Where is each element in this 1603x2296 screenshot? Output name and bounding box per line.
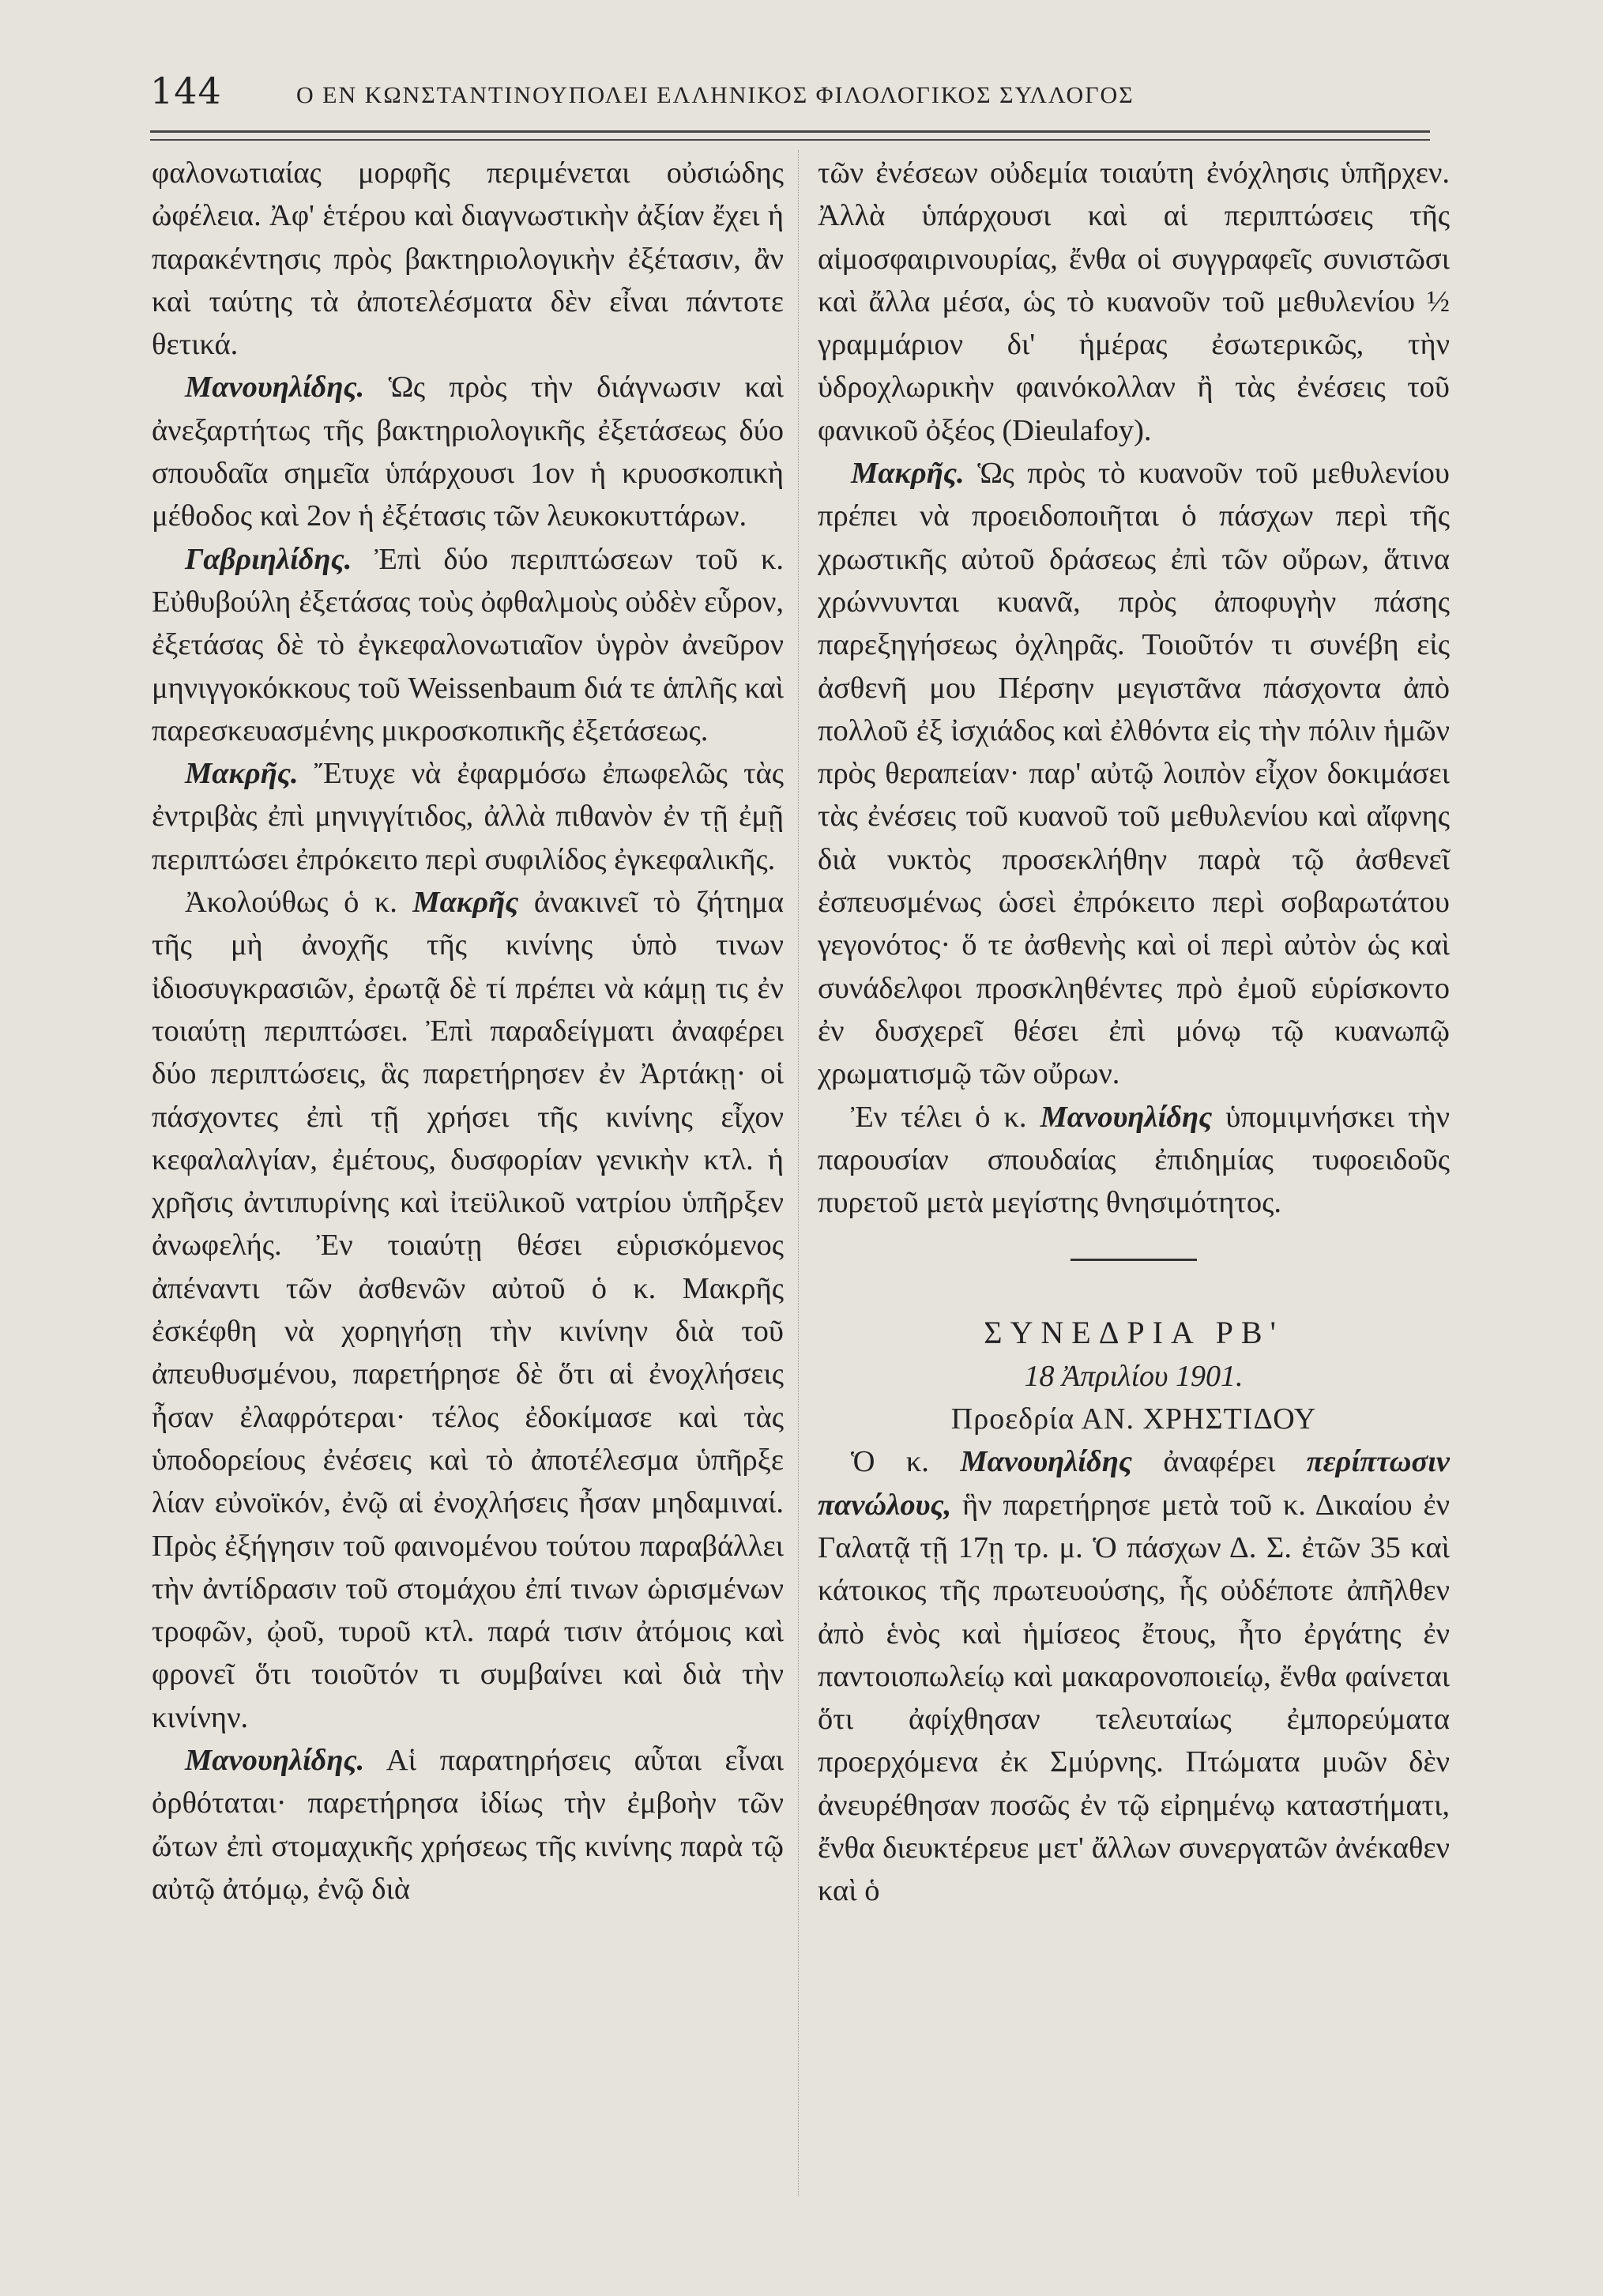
paragraph-text: Ἔτυχε νὰ ἐφαρμόσω ἐπωφελῶς τὰς ἐντριβὰς ἐπὶ μηνιγγίτιδος, ἀλλὰ πιθανὸν ἐν τῇ ἐμῇ περιπτώσει ἐπρόκειτο περὶ συφιλίδος ἐγκεφαλικῆς. xyxy=(152,757,784,876)
section-rule xyxy=(1071,1259,1197,1261)
paragraph xyxy=(818,1440,1450,1912)
paragraph xyxy=(152,538,784,752)
paragraph xyxy=(818,452,1450,1095)
paragraph-text: ἀναφέρει xyxy=(1132,1445,1307,1479)
speaker-name: Μακρῆς. xyxy=(185,757,299,791)
speaker-name: Μανουηλίδης. xyxy=(185,1743,365,1777)
paragraph-text: ἀνακινεῖ τὸ ζήτημα τῆς μὴ ἀνοχῆς τῆς κινίνης ὑπὸ τινων ἰδιοσυγκρασιῶν, ἐρωτᾷ δὲ τί πρέπει νὰ κάμῃ τις ἐν τοιαύτῃ περιπτώσει. Ἐπὶ παραδείγματι ἀναφέρει δύο περιπτώσεις, ἃς παρετήρησεν ἐν Ἀρτάκῃ· οἱ πάσχοντες ἐπὶ τῇ χρήσει τῆς κινίνης εἶχον κεφαλαλγίαν, ἐμέτους, δυσφορίαν γενικὴν κτλ. ἡ χρῆσις ἀντιπυρίνης καὶ ἰτεϋλικοῦ νατρίου ὑπῆρξεν ἀνωφελής. Ἐν τοιαύτῃ θέσει εὑρισκόμενος ἀπέναντι τῶν ἀσθενῶν αὐτοῦ ὁ κ. Μακρῆς ἐσκέφθη νὰ χορηγήσῃ τὴν κινίνην διὰ τοῦ ἀπευθυσμένου, παρετήρησε δὲ ὅτι αἱ ἐνοχλήσεις ἦσαν ἐλαφρότεραι· τέλος ἐδοκίμασε καὶ τὰς ὑποδορείους ἐνέσεις καὶ τὸ ἀποτέλεσμα ὑπῆρξε λίαν εὐνοϊκόν, ἐνῷ αἱ ἐνοχλήσεις ἦσαν μηδαμιναί. Πρὸς ἐξήγησιν τοῦ φαινομένου τούτου παραβάλλει τὴν ἀντίδρασιν τοῦ στομάχου ἐπί τινων ὡρισμένων τροφῶν, ᾠοῦ, τυροῦ κτλ. παρά τισιν ἀτόμοις καὶ φρονεῖ ὅτι τοιοῦτόν τι συμβαίνει καὶ διὰ τὴν κινίνην. xyxy=(152,886,784,1734)
speaker-name: Μακρῆς. xyxy=(851,457,965,491)
paragraph-lead: Ἀκολούθως ὁ κ. xyxy=(185,886,413,920)
paragraph: τῶν ἐνέσεων οὐδεμία τοιαύτη ἐνόχλησις ὑπῆρχεν. Ἀλλὰ ὑπάρχουσι καὶ αἱ περιπτώσεις τῆς αἱμοσφαιρινουρίας, ἔνθα οἱ συγγραφεῖς συνιστῶσι καὶ ἄλλα μέσα, ὡς τὸ κυανοῦν τοῦ μεθυλενίου ½ γραμμάριον δι' ἡμέρας ἐσωτερικῶς, τὴν ὑδροχλωρικὴν φαινόκολλαν ἢ τὰς ἐνέσεις τοῦ φανικοῦ ὀξέος (Dieulafoy). xyxy=(818,156,1450,447)
session-chair: Προεδρία ΑΝ. ΧΡΗΣΤΙΔΟΥ xyxy=(950,1402,1317,1436)
paragraph-text: ἣν παρετήρησε μετὰ τοῦ κ. Δικαίου ἐν Γαλατᾷ τῇ 17ῃ τρ. μ. Ὁ πάσχων Δ. Σ. ἐτῶν 35 καὶ κάτοικος τῆς πρωτευούσης, ἧς οὐδέποτε ἀπῆλθεν ἀπὸ ἑνὸς καὶ ἡμίσεος ἔτους, ἦτο ἐργάτης ἐν παντοιοπωλείῳ καὶ μακαρονοποιείῳ, ἔνθα φαίνεται ὅτι ἀφίχθησαν τελευταίως ἐμπορεύματα προερχόμενα ἐκ Σμύρνης. Πτώματα μυῶν δὲν ἀνευρέθησαν ποσῶς ἐν τῷ εἰρημένῳ καταστήματι, ἔνθα διευκτέρευε μετ' ἄλλων συνεργατῶν ἀνέκαθεν καὶ ὁ xyxy=(818,1488,1450,1908)
paragraph-text: Ὡς πρὸς τὴν διάγνωσιν καὶ ἀνεξαρτήτως τῆς βακτηριολογικῆς ἐξετάσεως δύο σπουδαῖα σημεῖα ὑπάρχουσι 1ον ἡ κρυοσκοπικὴ μέθοδος καὶ 2ον ἡ ἐξέτασις τῶν λευκοκυττάρων. xyxy=(152,371,784,533)
paragraph xyxy=(152,1739,784,1910)
speaker-name: Γαβριηλίδης. xyxy=(185,542,352,576)
column-divider xyxy=(798,150,800,2196)
paragraph: φαλονωτιαίας μορφῆς περιμένεται οὐσιώδης ὠφέλεια. Ἀφ' ἑτέρου καὶ διαγνωστικὴν ἀξίαν ἔχει ἡ παρακέντησις πρὸς βακτηριολογικὴν ἐξέτασιν, ἂν καὶ ταύτης τὰ ἀποτελέσματα δὲν εἶναι πάντοτε θετικά. xyxy=(152,156,784,362)
running-head: Ο ΕΝ ΚΩΝΣΤΑΝΤΙΝΟΥΠΟΛΕΙ ΕΛΛΗΝΙΚΟΣ ΦΙΛΟΛΟΓΙΚΟΣ ΣΥΛΛΟΓΟΣ xyxy=(296,82,1135,108)
paragraph-text: Ἐπὶ δύο περιπτώσεων τοῦ κ. Εὐθυβούλη ἐξετάσας τοὺς ὀφθαλμοὺς οὐδὲν εὗρον, ἐξετάσας δὲ τὸ ἐγκεφαλονωτιαῖον ὑγρὸν ἀνεῦρον μηνιγγοκόκκους τοῦ Weissenbaum διά τε ἁπλῆς καὶ παρεσκευασμένης μικροσκοπικῆς ἐξετάσεως. xyxy=(152,542,784,747)
case-topic: περίπτωσιν πανώλους, xyxy=(818,1445,1451,1522)
page-number: 144 xyxy=(150,70,222,112)
session-date: 18 Ἀπριλίου 1901. xyxy=(1024,1359,1244,1393)
paragraph xyxy=(152,366,784,537)
paragraph-text: ὑπομιμνήσκει τὴν παρουσίαν σπουδαίας ἐπιδημίας τυφοειδοῦς πυρετοῦ μετὰ μεγίστης θνησιμότητος. xyxy=(818,1100,1450,1220)
session-title: ΣΥΝΕΔΡΙΑ ΡΒ' xyxy=(984,1315,1284,1351)
paragraph xyxy=(152,752,784,881)
right-column xyxy=(818,152,1450,1913)
paragraph xyxy=(152,881,784,1739)
paragraph-lead: Ἐν τέλει ὁ κ. xyxy=(851,1100,1040,1134)
header-rule xyxy=(150,130,1430,141)
speaker-name: Μανουηλίδης. xyxy=(185,371,365,405)
page-header xyxy=(150,70,1430,126)
speaker-name: Μακρῆς xyxy=(412,886,519,920)
paragraph xyxy=(818,1096,1450,1225)
paragraph-text: Ὡς πρὸς τὸ κυανοῦν τοῦ μεθυλενίου πρέπει νὰ προειδοποιῆται ὁ πάσχων περὶ τῆς χρωστικῆς αὐτοῦ δράσεως ἐπὶ τῶν οὔρων, ἅτινα χρώννυνται κυανᾶ, πρὸς ἀποφυγὴν πάσης παρεξηγήσεως ὀχληρᾶς. Τοιοῦτόν τι συνέβη εἰς ἀσθενῆ μου Πέρσην μεγιστᾶνα πάσχοντα ἀπὸ πολλοῦ ἐξ ἰσχιάδος καὶ ἐλθόντα εἰς τὴν πόλιν ἡμῶν πρὸς θεραπείαν· παρ' αὐτῷ λοιπὸν εἶχον δοκιμάσει τὰς ἐνέσεις τοῦ κυανοῦ τοῦ μεθυλενίου καὶ αἴφνης διὰ νυκτὸς προσεκλήθην παρὰ τῷ ἀσθενεῖ ἐσπευσμένως ὡσεὶ ἐπρόκειτο περὶ σοβαρωτάτου γεγονότος· ὅ τε ἀσθενὴς καὶ οἱ περὶ αὐτὸν ὡς καὶ συνάδελφοι προσκληθέντες πρὸ ἐμοῦ εὑρίσκοντο ἐν δυσχερεῖ θέσει ἐπὶ μόνῳ τῷ κυανωπῷ χρωματισμῷ τῶν οὔρων. xyxy=(818,457,1450,1091)
paragraph-lead: Ὁ κ. xyxy=(851,1445,961,1479)
left-column xyxy=(152,152,784,1910)
paragraph-text: Αἱ παρατηρήσεις αὗται εἶναι ὀρθόταται· παρετήρησα ἰδίως τὴν ἐμβοὴν τῶν ὤτων ἐπὶ στομαχικῆς χρήσεως τῆς κινίνης παρὰ τῷ αὐτῷ ἀτόμῳ, ἐνῷ διὰ xyxy=(152,1743,784,1906)
speaker-name: Μανουηλίδης xyxy=(1040,1100,1213,1134)
speaker-name: Μανουηλίδης xyxy=(960,1445,1132,1479)
